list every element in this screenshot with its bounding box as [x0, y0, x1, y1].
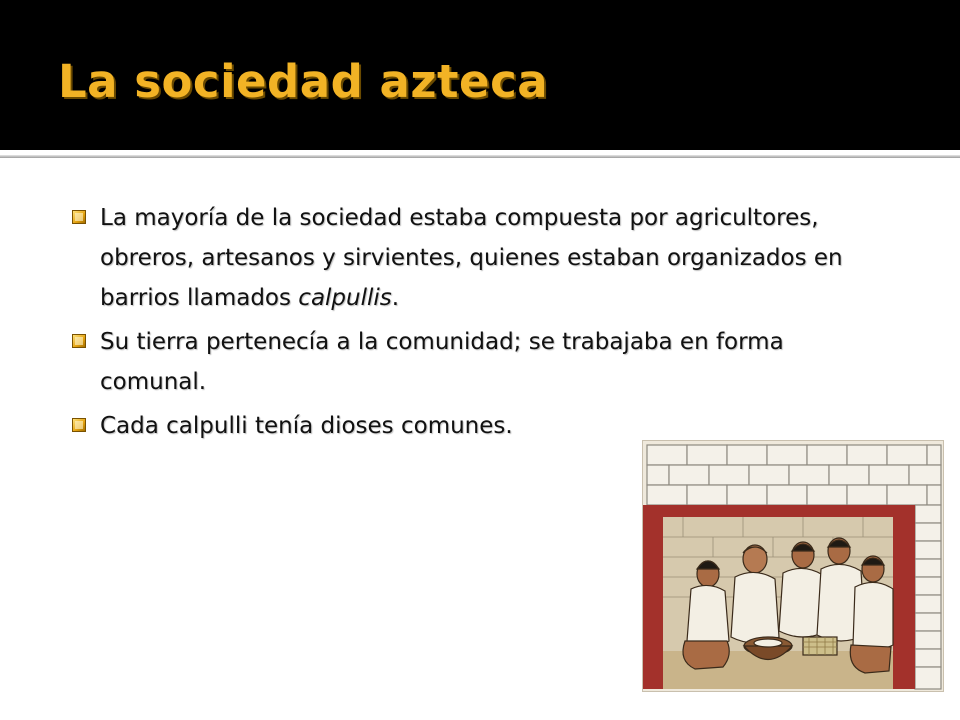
bullet-text-1-italic: calpullis: [298, 285, 392, 311]
bullet-item-1: [72, 198, 862, 318]
bullet-text-3: Cada calpulli tenía dioses comunes.: [100, 413, 513, 439]
bullet-item-2: [72, 322, 862, 402]
bullet-list: [72, 198, 862, 450]
title-bar: [0, 0, 960, 150]
bullet-text-2: Su tierra pertenecía a la comunidad; se trabajaba en forma comunal.: [100, 329, 784, 395]
slide-title: La sociedad azteca: [58, 55, 549, 108]
square-bullet-icon: [72, 334, 86, 348]
illustration-svg: [643, 441, 943, 691]
bullet-text-1: La mayoría de la sociedad estaba compuesta por agricultores, obreros, artesanos y sirvientes, quienes estaban organizados en barrios llamados: [100, 205, 843, 311]
bullet-text-1-end: .: [391, 285, 400, 311]
square-bullet-icon: [72, 418, 86, 432]
square-bullet-icon: [72, 210, 86, 224]
aztec-codex-illustration: [642, 440, 944, 692]
